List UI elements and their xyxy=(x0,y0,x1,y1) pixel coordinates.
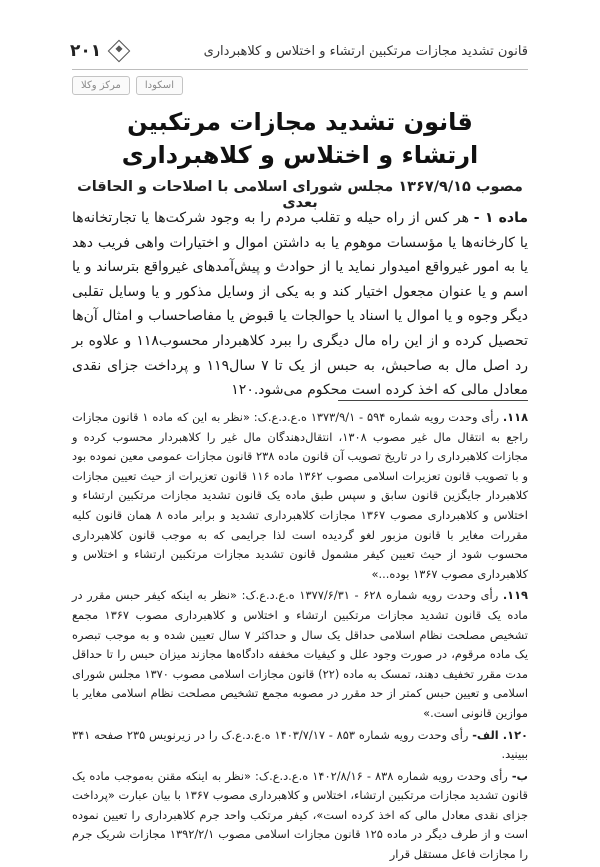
footnote-number: ۱۱۸. xyxy=(502,410,529,424)
footnote-number: ب- xyxy=(511,768,528,783)
footnote-text: رأی وحدت رویه شماره ۸۵۳ - ۱۴۰۳/۷/۱۷ ه.ع.د.ع.ک را در زیرنویس ۲۳۵ صفحه ۳۴۱ ببینید. xyxy=(72,727,528,762)
running-title: قانون تشدید مجازات مرتکبین ارتشاء و اختلاس و کلاهبرداری xyxy=(203,43,528,59)
law-title: قانون تشدید مجازات مرتکبین ارتشاء و اختلاس و کلاهبرداری xyxy=(121,108,479,169)
footnote-number: ۱۲۰. الف- xyxy=(472,727,528,742)
article-1-text: هر کس از راه حیله و تقلب مردم را به وجود شرکت‌ها یا تجارتخانه‌ها یا کارخانه‌ها یا مؤسسات موهوم یا به داشتن اموال و اختیارات واهی فریب دهد یا به امور غیرواقع امیدوار نماید یا از حوادث و پیش‌آمدهای غیرواقع بترساند و یا اسم و یا عنوان مجعول اختیار کند و به یکی از وسایل مذکور و یا وسایل تقلبی دیگر وجوه و یا اموال یا اسناد یا حوالجات یا قبوض یا مفاصاحساب و امثال آن‌ها تحصیل کرده و از این راه مال دیگری را ببرد کلاهبردار محسوب۱۱۸ و علاوه بر رد اصل مال به صاحبش، به حبس از یک تا ۷ سال۱۱۹ و پرداخت جزای نقدی معادل مالی که اخذ کرده است محکوم می‌شود.۱۲۰ xyxy=(72,210,528,399)
watermark-2: مرکز وکلا xyxy=(72,76,130,95)
header-rule xyxy=(72,69,528,70)
footnotes xyxy=(72,408,528,867)
footnote-text: رأی وحدت رویه شماره ۸۳۸ - ۱۴۰۲/۸/۱۶ ه.ع.د.ع.ک: «نظر به اینکه مقنن به‌موجب ماده یک قانون تشدید مجازات مرتکبین ارتشاء، اختلاس و کلاهبرداری مصوب ۱۳۶۷ با بیان عبارت «پرداخت جزای نقدی معادل مالی که اخذ کرده است»، کیفر مرتکب واحد جرم کلاهبرداری را تعیین نموده است و از طرف دیگر در ماده ۱۲۵ قانون مجازات اسلامی مصوب ۱۳۹۲/۲/۱ مجازات شریک جرم را مجازات فاعل مستقل قرار xyxy=(72,768,528,862)
page-number-group xyxy=(70,41,127,61)
page-header xyxy=(70,36,528,66)
footnote-rule xyxy=(338,400,528,401)
footnote-text: رأی وحدت رویه شماره ۵۹۴ - ۱۳۷۳/۹/۱ ه.ع.د.ع.ک: «نظر به این که ماده ۱ قانون مجازات راجع به انتقال مال غیر مصوب ۱۳۰۸، انتقال‌دهندگان مال غیر را کلاهبردار محسوب کرده و مجازات کلاهبرداری را در تاریخ تصویب آن قانون ماده ۲۳۸ قانون مجازات عمومی معین نموده بود و با تصویب قانون تعزیرات اسلامی مصوب ۱۳۶۲ ماده ۱۱۶ قانون تعزیرات از حیث تعیین مجازات کلاهبردار جایگزین قانون سابق و سپس طبق ماده یک قانون تشدید مجازات مرتکبین ارتشاء و اختلاس و کلاهبرداری مصوب ۱۳۶۷ مجازات کلاهبرداری تشدید و برابر ماده ۸ همان قانون کلیه مقررات مغایر با قانون مزبور لغو گردیده است لذا جرایمی که به موجب قانون کلاهبرداری محسوب شود از حیث تعیین کیفر مشمول قانون تشدید مجازات مرتکبین ارتشاء و اختلاس و کلاهبرداری مصوب ۱۳۶۷ بوده...» xyxy=(72,410,529,581)
ornament-icon xyxy=(108,40,131,63)
watermark-1: اسکودا xyxy=(136,76,183,95)
footnote-text: رأی وحدت رویه شماره ۶۲۸ - ۱۳۷۷/۶/۳۱ ه.ع.د.ع.ک: «نظر به اینکه کیفر حبس مقرر در ماده یک قانون تشدید مجازات مرتکبین ارتشاء و اختلاس و کلاهبرداری مصوب ۱۳۶۷ مجمع تشخیص مصلحت نظام اسلامی حداقل یک سال و حداکثر ۷ سال تعیین شده و به موجب تبصره یک ماده مرقوم، در صورت وجود علل و کیفیات مخففه دادگاه‌ها مجازند میزان حبس را تا حداقل مدت مقرر تخفیف دهند، تمسک به ماده (۲۲) قانون مجازات اسلامی مصوب ۱۳۷۰ مجلس شورای اسلامی و تعیین حبس کمتر از حد مقرر در مصوبه مجمع تشخیص مصلحت نظام اسلامی مغایر با موازین قانونی است.» xyxy=(72,588,529,720)
footnote-120-b xyxy=(72,767,528,865)
footnote-119 xyxy=(72,586,528,723)
article-1 xyxy=(72,206,528,403)
footnote-number: ۱۱۹. xyxy=(502,588,528,603)
watermark-group xyxy=(72,76,183,95)
page-number: ۲۰۱ xyxy=(70,41,102,61)
law-subtitle: مصوب ۱۳۶۷/۹/۱۵ مجلس شورای اسلامی با اصلاحات و الحاقات بعدی xyxy=(77,179,523,211)
article-1-lead: ماده ۱ - xyxy=(473,210,529,226)
footnote-120-a xyxy=(72,726,528,765)
footnote-118 xyxy=(72,408,528,584)
